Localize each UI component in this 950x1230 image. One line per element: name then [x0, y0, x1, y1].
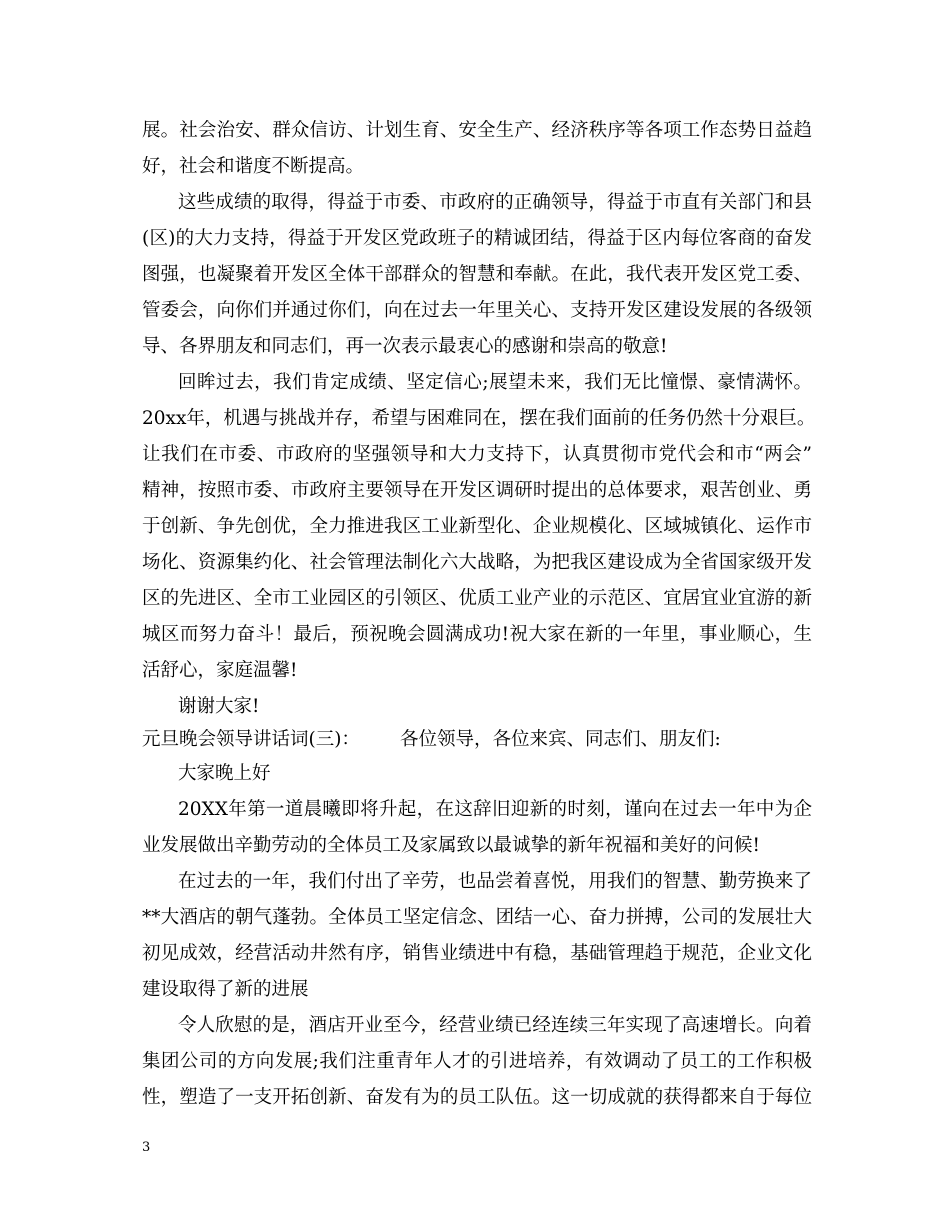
- text-line: 让我们在市委、市政府的坚强领导和大力支持下，认真贯彻市党代会和市“两会”: [142, 444, 812, 465]
- text-line: 展。社会治安、群众信访、计划生育、安全生产、经济秩序等各项工作态势日益趋: [142, 120, 812, 141]
- text-line: 精神，按照市委、市政府主要领导在开发区调研时提出的总体要求，艰苦创业、勇: [142, 480, 812, 501]
- text-line: 好，社会和谐度不断提高。: [142, 156, 365, 177]
- text-line: 于创新、争先创优，全力推进我区工业新型化、企业规模化、区域城镇化、运作市: [142, 516, 812, 537]
- text-line: 城区而努力奋斗！最后，预祝晚会圆满成功!祝大家在新的一年里，事业顺心，生: [142, 624, 813, 645]
- text-line: **大酒店的朝气蓬勃。全体员工坚定信念、团结一心、奋力拼搏，公司的发展壮大: [142, 907, 812, 928]
- text-line: 20XX年第一道晨曦即将升起，在这辞旧迎新的时刻，谨向在过去一年中为企: [178, 799, 812, 820]
- text-line: 导、各界朋友和同志们，再一次表示最衷心的感谢和崇高的敬意!: [142, 336, 668, 357]
- text-line: 场化、资源集约化、社会管理法制化六大战略，为把我区建设成为全省国家级开发: [142, 552, 812, 573]
- text-line: 这些成绩的取得，得益于市委、市政府的正确领导，得益于市直有关部门和县: [178, 192, 812, 213]
- text-line: 谢谢大家!: [178, 696, 260, 717]
- text-line: 管委会，向你们并通过你们，向在过去一年里关心、支持开发区建设发展的各级领: [142, 300, 812, 321]
- page-number: 3: [142, 1140, 151, 1155]
- speech-title: 元旦晚会领导讲话词(三)：: [142, 729, 360, 750]
- text-line: 业发展做出辛勤劳动的全体员工及家属致以最诚挚的新年祝福和美好的问候!: [142, 835, 760, 856]
- text-line: 活舒心，家庭温馨!: [142, 660, 298, 681]
- text-line: 区的先进区、全市工业园区的引领区、优质工业产业的示范区、宜居宜业宜游的新: [142, 588, 812, 609]
- text-line: 集团公司的方向发展;我们注重青年人才的引进培养，有效调动了员工的工作积极: [142, 1051, 812, 1072]
- text-line: 回眸过去，我们肯定成绩、坚定信心;展望未来，我们无比憧憬、豪情满怀。: [178, 372, 812, 393]
- text-line: 初见成效，经营活动井然有序，销售业绩进中有稳，基础管理趋于规范，企业文化: [142, 943, 812, 964]
- text-line: 在过去的一年，我们付出了辛劳，也品尝着喜悦，用我们的智慧、勤劳换来了: [178, 871, 812, 892]
- text-line: 建设取得了新的进展: [142, 979, 309, 1000]
- text-line: 令人欣慰的是，酒店开业至今，经营业绩已经连续三年实现了高速增长。向着: [178, 1015, 812, 1036]
- text-line: 大家晚上好: [178, 763, 271, 784]
- text-line: 图强，也凝聚着开发区全体干部群众的智慧和奉献。在此，我代表开发区党工委、: [142, 264, 812, 285]
- speech-greeting: 各位领导，各位来宾、同志们、朋友们:: [399, 729, 721, 750]
- text-line: 20xx年，机遇与挑战并存，希望与困难同在，摆在我们面前的任务仍然十分艰巨。: [142, 408, 816, 429]
- speech-heading: [142, 722, 812, 758]
- text-line: 性，塑造了一支开拓创新、奋发有为的员工队伍。这一切成就的获得都来自于每位: [142, 1087, 812, 1108]
- text-line: (区)的大力支持，得益于开发区党政班子的精诚团结，得益于区内每位客商的奋发: [142, 228, 812, 249]
